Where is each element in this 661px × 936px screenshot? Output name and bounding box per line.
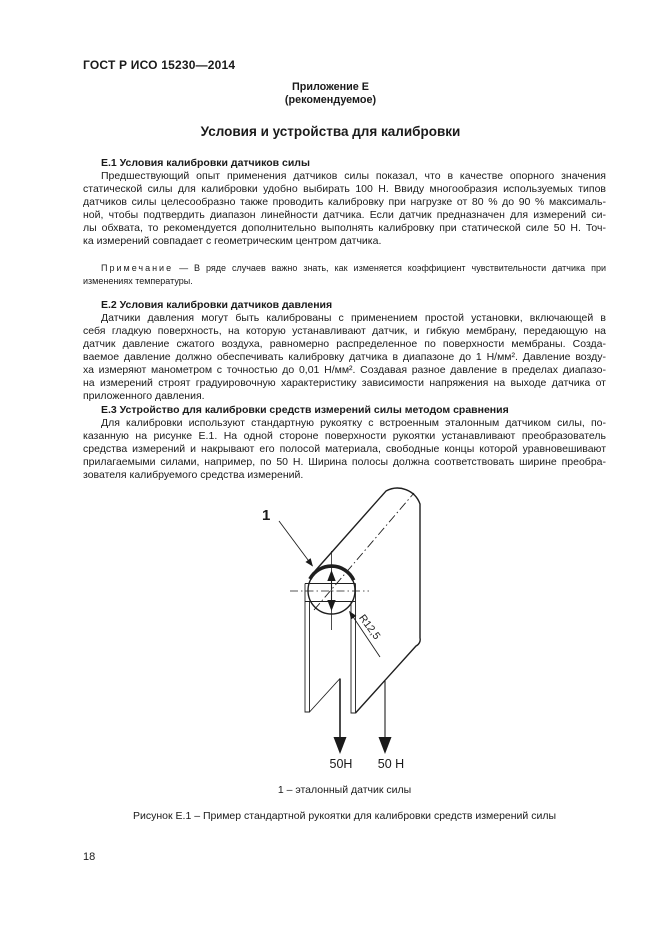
section-paragraph-e2: [83, 312, 606, 403]
paragraph-line: зователя калибруемого средства измерений.: [83, 469, 304, 481]
note-block: [83, 262, 606, 287]
up-arrow-head: [327, 570, 335, 581]
figure-legend: 1 – эталонный датчик силы: [277, 784, 412, 796]
down-arrow-head: [327, 600, 335, 611]
paragraph-line: средства измерений и накрывают его полосой материала, свободные концы которой уравновешивают: [83, 443, 606, 455]
right-force-head: [379, 737, 392, 754]
paragraph-line: на измерений строят градуировочную характеристику зависимости напряжения на выходе датчика от: [83, 377, 606, 389]
paragraph-line: приложенного давления.: [83, 390, 205, 402]
paragraph-line: лы обхвата, то рекомендуется дополнительно выполнять калибровку при статической силе 50 Н. Точ-: [83, 222, 606, 234]
paragraph-line: прилагаемыми силами, например, по 50 Н. Ширина полосы должна соответствовать ширине преобра-: [83, 456, 606, 468]
note-line: изменениях температуры.: [83, 275, 193, 286]
paragraph-line: казанную на рисунке Е.1. На одной стороне поверхности рукоятки устанавливают преобразователь: [83, 430, 606, 442]
paragraph-line: датчиков силы целесообразно также проводить калибровку при нагрузке от 80 % до 90 % максималь-: [83, 196, 606, 208]
standard-designation: ГОСТ Р ИСО 15230—2014: [83, 58, 236, 72]
paragraph-line: ной, чтобы подтвердить диапазон линейности датчика. Если датчик предназначен для измерений си-: [83, 209, 606, 221]
appendix-header: [0, 81, 661, 107]
section-heading-e1: Е.1 Условия калибровки датчиков силы: [101, 157, 310, 169]
force-label-left: 50Н: [329, 757, 353, 771]
paragraph-line: Предшествующий опыт применения датчиков силы показал, что в качестве опорного значения: [101, 170, 606, 182]
paragraph-line: ка измерений совпадает с геометрическим центром датчика.: [83, 235, 382, 247]
paragraph-line: Для калибровки используют стандартную рукоятку с встроенным эталонным датчиком силы, по-: [101, 417, 606, 429]
paragraph-line: себя гладкую поверхность, на которую устанавливают датчик, и гибкую мембрану, передающую на: [83, 325, 606, 337]
left-strap: [305, 584, 340, 713]
figure-e1-drawing: [250, 480, 435, 775]
page-title: Условия и устройства для калибровки: [200, 124, 461, 139]
radius-dimension-label: R12,5: [356, 612, 383, 642]
appendix-type: (рекомендуемое): [284, 94, 377, 106]
paragraph-line: датчик давление сжатого воздуха, равномерно распределенное по поверхности мембраны. Созда-: [83, 338, 606, 350]
paragraph-line: ваемое давление должно обеспечивать калибровку датчика в диапазоне до 1 Н/мм². Давление возду-: [83, 351, 606, 363]
paragraph-line: ха измеряют манометром с точностью до 0,01 Н/мм². Создавая разное давление в пределах диапазо-: [83, 364, 606, 376]
appendix-label: Приложение Е: [291, 81, 370, 93]
section-heading-e2: Е.2 Условия калибровки датчиков давления: [101, 299, 333, 311]
note-text: — В ряде случаев важно знать, как изменяется коэффициент чувствительности датчика при: [179, 263, 606, 273]
section-paragraph-e1: [83, 170, 606, 248]
figure-caption: Рисунок Е.1 – Пример стандартной рукоятки для калибровки средств измерений силы: [133, 810, 556, 822]
section-paragraph-e3: [83, 417, 606, 482]
section-heading-e3: Е.3 Устройство для калибровки средств измерений силы методом сравнения: [101, 404, 509, 416]
note-line: [83, 262, 606, 275]
paragraph-line: статической силы для калибровки удобно выбирать 100 Н. Ввиду многообразия используемых типов: [83, 183, 606, 195]
paragraph-line: Датчики давления могут быть калиброваны с применением простой установки, включающей в: [101, 312, 606, 324]
left-force-head: [334, 737, 347, 754]
force-label-right: 50 Н: [377, 757, 405, 771]
callout-leader: [279, 521, 313, 566]
note-label: Примечание: [101, 263, 174, 273]
page-number: 18: [83, 851, 96, 863]
figure-callout-1: 1: [262, 507, 271, 524]
axis-centerline: [314, 493, 414, 610]
